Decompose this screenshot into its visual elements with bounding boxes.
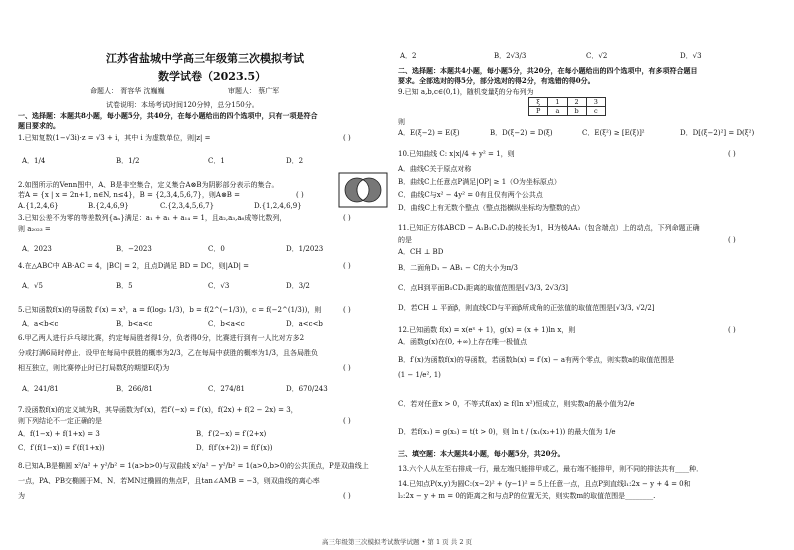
table-cell: 1 <box>548 98 567 107</box>
table-cell: ξ <box>529 98 548 107</box>
question-7-paren: ( ) <box>343 417 351 425</box>
q2-option-b: B.{2,4,6,9} <box>88 202 129 210</box>
q5-option-c: C．b<a<c <box>208 320 245 328</box>
question-8-paren: ( ) <box>343 492 351 500</box>
q7-option-b: B．f′(2−x) = f′(2+x) <box>196 430 267 438</box>
q2-option-d: D.{1,2,4,6,9} <box>254 202 302 210</box>
question-1-paren: ( ) <box>343 134 351 142</box>
q4-option-a: A．√5 <box>22 282 43 290</box>
q12-option-a: A．函数g(x)在(0, +∞)上存在唯一极值点 <box>398 338 528 346</box>
q4-option-d: D．3/2 <box>286 282 310 290</box>
table-cell: a <box>548 107 567 116</box>
q9-option-c: C．E(ξ²) ≥ [E(ξ)]² <box>582 129 645 137</box>
q1-option-d: D．2 <box>286 157 304 165</box>
table-cell: b <box>567 107 586 116</box>
question-11: 11.已知正方体ABCD − A₁B₁C₁D₁的棱长为1，H为棱AA₁（包含端点）上的动点，下列命题正确 <box>398 224 700 232</box>
exam-subtitle: 数学试卷（2023.5） <box>158 70 267 83</box>
question-12-paren: ( ) <box>728 326 736 334</box>
q10-option-b: B．曲线C上任意点P满足|OP| ≥ 1（O为坐标原点） <box>398 178 561 186</box>
question-6-cont: 分或打满6局时停止．设甲在每局中获胜的概率为2/3，乙在每局中获胜的概率为1/3，且各局胜负 <box>18 349 318 357</box>
question-8-cont2: 为 <box>18 492 25 500</box>
question-4: 4.在△ABC中 AB·AC = 4，|BC| = 2，且点D满足 BD = DC，则|AD| = <box>18 262 250 270</box>
q4-option-c: C．√3 <box>208 282 230 290</box>
section-3-heading: 三、填空题：本大题共4小题，每小题5分，共20分。 <box>398 449 565 458</box>
question-8: 8.已知A,B是椭圆 x²/a² + y²/b² = 1(a>b>0)与双曲线 x²/a² − y²/b² = 1(a>0,b>0)的公共顶点，P是双曲线上 <box>18 462 369 470</box>
exam-title: 江苏省盐城中学高三年级第三次模拟考试 <box>106 52 304 65</box>
table-cell: c <box>586 107 605 116</box>
venn-diagram <box>338 172 388 208</box>
question-13: 13.六个人从左至右排成一行，最左端只能排甲或乙，最右端不能排甲，则不同的排法共有____种． <box>398 465 704 473</box>
question-14: 14.已知点P(x,y)为圆C:(x−2)² + (y−1)² = 5上任意一点，且点P到直线l₁:2x − y + 4 = 0和 <box>398 480 691 488</box>
q10-option-d: D．曲线C上有无数个整点（整点指横纵坐标均为整数的点） <box>398 204 584 212</box>
q8-option-a: A．2 <box>400 52 417 60</box>
question-5: 5.已知函数f(x)的导函数 f′(x) = x³，a = f(log₂ 1/3)，b = f(2^(−1/3))，c = f(−2^(1/3))，则 <box>18 306 322 314</box>
q3-option-a: A．2023 <box>22 245 52 253</box>
q7-option-a: A．f(1−x) + f(1+x) = 3 <box>18 430 100 438</box>
q12-option-c: C．若对任意x > 0，不等式f(ax) ≥ f(ln x²)恒成立，则实数a的最小值为2/e <box>398 400 635 408</box>
question-2: 2.如图所示的Venn图中，A、B是非空集合，定义集合A⊗B为阴影部分表示的集合。 <box>18 181 279 189</box>
q1-option-c: C．1 <box>208 157 225 165</box>
question-9: 9.已知 a,b,c∈(0,1)，随机变量ξ的分布列为 <box>398 88 534 96</box>
question-9-then: 则 <box>398 118 405 126</box>
page-footer: 高三年级第三次模拟考试数学试题 • 第 1 页 共 2 页 <box>321 538 473 546</box>
section-1-heading-cont: 题目要求的。 <box>18 121 60 130</box>
q11-option-d: D．若CH ⊥ 平面β，则直线CD与平面β所成角的正弦值的取值范围是[√3/3, √2/2] <box>398 304 655 312</box>
q6-option-a: A．241/81 <box>22 385 59 393</box>
q9-option-a: A．E(ξ−2) = E(ξ) <box>398 129 460 137</box>
table-cell: P <box>529 107 548 116</box>
q2-option-c: C.{2,3,4,5,6,7} <box>160 202 215 210</box>
distribution-table <box>528 97 606 116</box>
q1-option-a: A．1/4 <box>22 157 46 165</box>
q9-option-b: B．D(ξ−2) = D(ξ) <box>490 129 553 137</box>
question-7: 7.设函数f(x)的定义域为R，其导函数为f′(x)，若f′(−x) = f′(x)，f(2x) + f(2 − 2x) = 3， <box>18 406 298 414</box>
question-3-paren: ( ) <box>343 214 351 222</box>
exam-info: 试卷说明：本场考试时间120分钟，总分150分。 <box>106 101 259 109</box>
q10-option-a: A．曲线C关于原点对称 <box>398 165 472 173</box>
question-2-cont: 若A = {x | x = 2n+1, n∈N, n≤4}，B = {2,3,4,5,6,7}，则A⊗B = <box>18 191 241 199</box>
q6-option-b: B．266/81 <box>116 385 153 393</box>
table-cell: 2 <box>567 98 586 107</box>
q12-option-d: D．若f(x₁) = g(x₂) = t(t > 0)，则 ln t / (x₁(x₂+1)) 的最大值为 1/e <box>398 428 616 436</box>
q3-option-b: B．−2023 <box>116 245 152 253</box>
question-3: 3.已知公差不为零的等差数列{aₙ}满足：a₁ + a₁ + a₁₄ = 1，且a₂,a₃,a₆成等比数列， <box>18 214 287 222</box>
q11-option-a: A．CH ⊥ BD <box>398 248 444 256</box>
question-2-paren: ( ) <box>296 191 304 199</box>
q6-option-c: C．274/81 <box>208 385 245 393</box>
question-11-cont: 的是 <box>398 236 412 244</box>
q5-option-b: B．b<a<c <box>116 320 153 328</box>
question-5-paren: ( ) <box>343 306 351 314</box>
q12-option-b-cont: (1 − 1/e², 1) <box>398 371 441 379</box>
question-10: 10.已知曲线 C: x|x|/4 + y² = 1，则 <box>398 150 515 158</box>
q2-option-a: A.{1,2,4,6} <box>18 202 59 210</box>
q8-option-c: C．√2 <box>586 52 608 60</box>
question-4-paren: ( ) <box>343 262 351 270</box>
question-6-cont2: 相互独立，则比赛停止时已打局数ξ的期望E(ξ)为 <box>18 364 170 372</box>
authors: 命题人： 胥容华 沈巍巍 <box>90 87 165 95</box>
table-row <box>529 107 606 116</box>
q4-option-b: B．5 <box>116 282 133 290</box>
q7-option-c: C．f′(f(1−x)) = f′(f(1+x)) <box>18 444 105 452</box>
q9-option-d: D．D[(ξ−2)²] = D(ξ²) <box>680 129 755 137</box>
q1-option-b: B．1/2 <box>116 157 140 165</box>
table-row <box>529 98 606 107</box>
question-6-paren: ( ) <box>343 364 351 372</box>
q11-option-c: C．点H到平面B₁CD₁距离的取值范围是[√3/3, 2√3/3] <box>398 284 569 292</box>
q3-option-d: D．1/2023 <box>286 245 324 253</box>
question-6: 6.甲乙两人进行乒乓球比赛，约定每局胜者得1分，负者得0分，比赛进行到有一人比对方多2 <box>18 334 305 342</box>
question-12: 12.已知函数 f(x) = x(eˣ + 1)，g(x) = (x + 1)ln x，则 <box>398 326 576 334</box>
q8-option-b: B．2√3/3 <box>494 52 527 60</box>
reviewer: 审题人： 蔡广军 <box>228 87 280 95</box>
section-2-heading-cont: 要求。全部选对的得5分，部分选对的得2分，有选错的得0分。 <box>398 76 595 85</box>
question-11-paren: ( ) <box>728 236 736 244</box>
q10-option-c: C．曲线C与x² − 4y² = 0有且仅有两个公共点 <box>398 191 543 199</box>
question-10-paren: ( ) <box>728 150 736 158</box>
q7-option-d: D．f(f′(x+2)) = f(f′(x)) <box>196 444 273 452</box>
q6-option-d: D．670/243 <box>286 385 328 393</box>
section-2-heading: 二、选择题：本题共4小题，每小题5分，共20分，在每小题给出的四个选项中，有多项符合题目 <box>398 66 698 75</box>
question-8-cont: 一点，PA、PB交椭圆于M、N．若MN过椭圆的焦点F，且tan∠AMB = −3，则双曲线的离心率 <box>18 477 320 485</box>
section-1-heading: 一、选择题：本题共8小题，每小题5分，共40分，在每小题给出的四个选项中，只有一项是符合 <box>18 111 318 120</box>
question-7-cont: 则下列结论不一定正确的是 <box>18 417 102 425</box>
q5-option-d: D．a<c<b <box>286 320 323 328</box>
table-cell: 3 <box>586 98 605 107</box>
question-14-cont: l₂:2x − y + m = 0的距离之和与点P的位置无关，则实数m的取值范围是________. <box>398 492 656 500</box>
question-3-cont: 则 a₂₀₂₃ = <box>18 225 51 233</box>
q3-option-c: C．0 <box>208 245 225 253</box>
q8-option-d: D．√3 <box>680 52 702 60</box>
question-1: 1.已知复数(1−√3i)·z = √3 + i，其中 i 为虚数单位，则|z| = <box>18 134 211 142</box>
q12-option-b: B．f′(x)为函数f(x)的导函数，若函数h(x) = f′(x) − a有两个零点，则实数a的取值范围是 <box>398 356 675 364</box>
q11-option-b: B．二面角D₁ − AB₁ − C的大小为π/3 <box>398 264 518 272</box>
q5-option-a: A．a<b<c <box>22 320 59 328</box>
